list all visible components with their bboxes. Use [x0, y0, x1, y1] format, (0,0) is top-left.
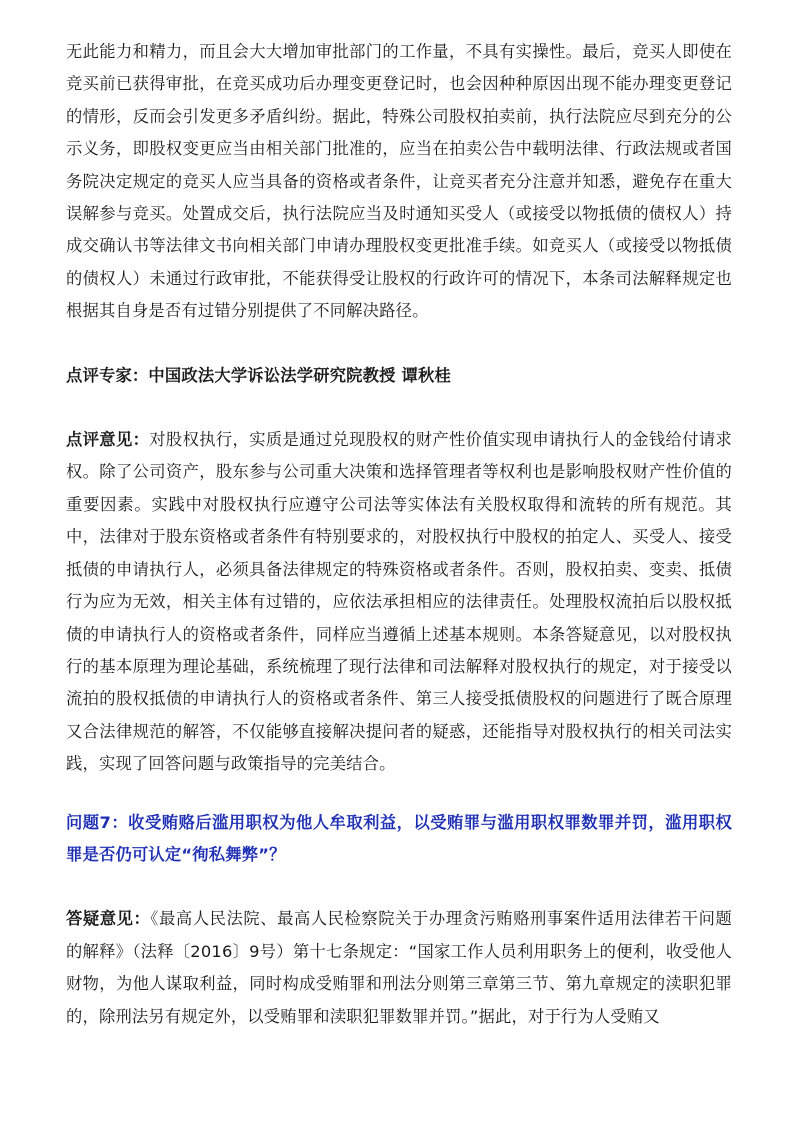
answer-label: 答疑意见：: [66, 909, 151, 929]
answer-paragraph: [66, 903, 732, 1033]
expert-line: 点评专家：中国政法大学诉讼法学研究院教授 谭秋桂: [66, 365, 451, 385]
comment-paragraph: [66, 424, 732, 780]
answer-text: 《最高人民法院、最高人民检察院关于办理贪污贿赂刑事案件适用法律若干问题的解释》（法释〔2016〕9号）第十七条规定：“国家工作人员利用职务上的便利，收受他人财物，为他人谋取利益，同时构成受贿罪和刑法分则第三章第三节、第九章规定的渎职犯罪的，除刑法另有规定外，以受贿罪和渎职犯罪数罪并罚。”据此，对于行为人受贿又: [66, 909, 732, 1026]
spacer: [66, 781, 732, 807]
document-page: [66, 36, 732, 1033]
comment-text: 对股权执行，实质是通过兑现股权的财产性价值实现申请执行人的金钱给付请求权。除了公司资产，股东参与公司重大决策和选择管理者等权利也是影响股权财产性价值的重要因素。实践中对股权执行应遵守公司法等实体法有关股权取得和流转的所有规范。其中，法律对于股东资格或者条件有特别要求的，对股权执行中股权的拍定人、买受人、接受抵债的申请执行人，必须具备法律规定的特殊资格或者条件。否则，股权拍卖、变卖、抵债行为应为无效，相关主体有过错的，应依法承担相应的法律责任。处理股权流拍后以股权抵债的申请执行人的资格或者条件，同样应当遵循上述基本规则。本条答疑意见，以对股权执行的基本原理为理论基础，系统梳理了现行法律和司法解释对股权执行的规定，对于接受以流拍的股权抵债的申请执行人的资格或者条件、第三人接受抵债股权的问题进行了既合原理又合法律规范的解答，不仅能够直接解决提问者的疑惑，还能指导对股权执行的相关司法实践，实现了回答问题与政策指导的完美结合。: [66, 430, 732, 774]
question-heading: 问题7：收受贿赂后滥用职权为他人牟取利益，以受贿罪与滥用职权罪数罪并罚，滥用职权罪是否仍可认定“徇私舞弊”？: [66, 812, 732, 864]
spacer: [66, 392, 732, 424]
spacer: [66, 328, 732, 360]
body-paragraph: 无此能力和精力，而且会大大增加审批部门的工作量，不具有实操性。最后，竞买人即使在竞买前已获得审批，在竞买成功后办理变更登记时，也会因种种原因出现不能办理变更登记的情形，反而会引发更多矛盾纠纷。据此，特殊公司股权拍卖前，执行法院应尽到充分的公示义务，即股权变更应当由相关部门批准的，应当在拍卖公告中载明法律、行政法规或者国务院决定规定的竞买人应当具备的资格或者条件，让竞买者充分注意并知悉，避免存在重大误解参与竞买。处置成交后，执行法院应当及时通知买受人（或接受以物抵债的债权人）持成交确认书等法律文书向相关部门申请办理股权变更批准手续。如竞买人（或接受以物抵债的债权人）未通过行政审批，不能获得受让股权的行政许可的情况下，本条司法解释规定也根据其自身是否有过错分别提供了不同解决路径。: [66, 42, 732, 321]
comment-label: 点评意见：: [66, 430, 150, 450]
spacer: [66, 871, 732, 903]
